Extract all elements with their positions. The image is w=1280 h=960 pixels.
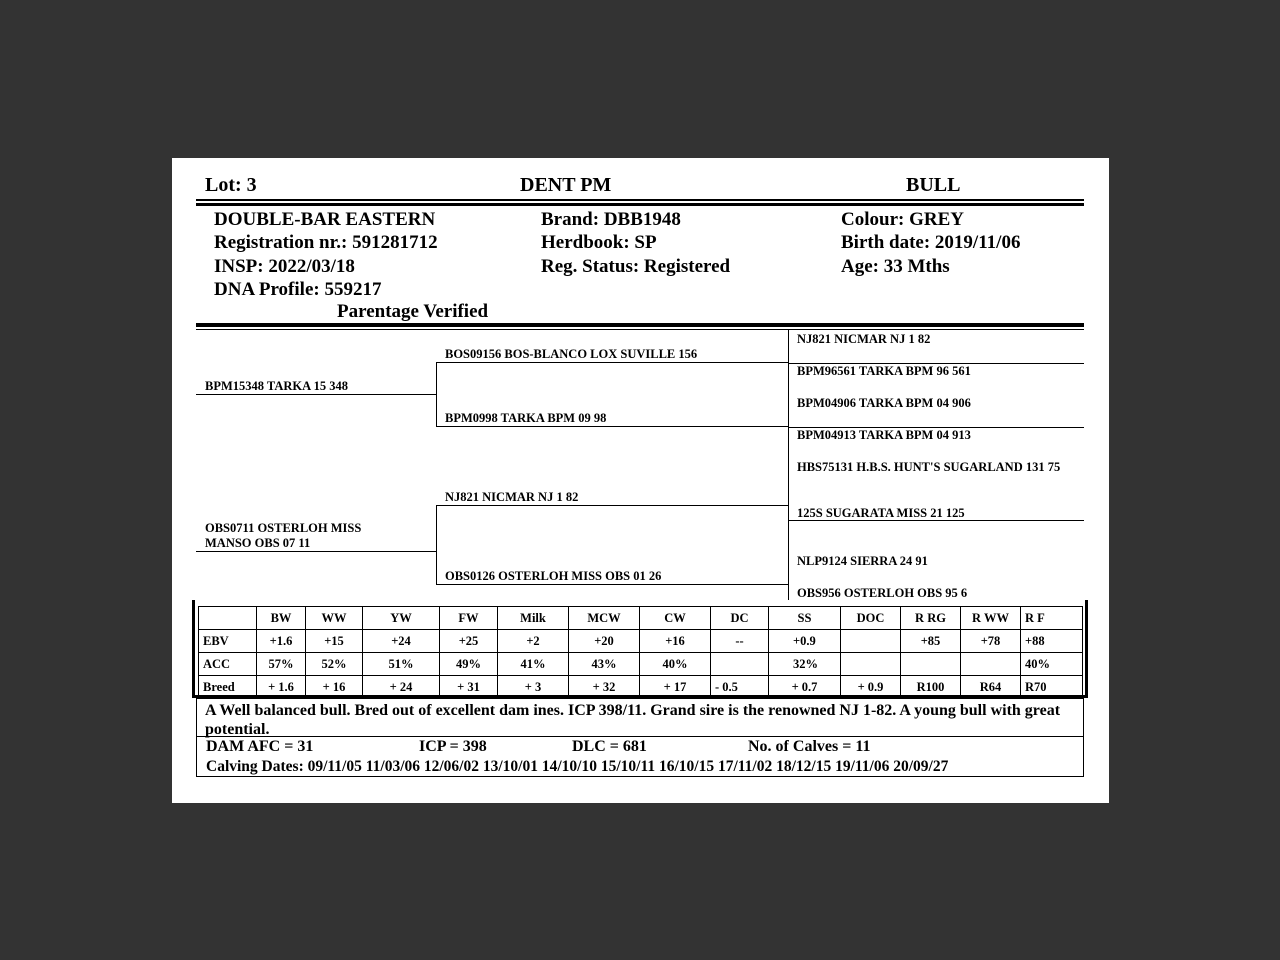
acc-cell: 49%	[440, 653, 498, 676]
dam-calves: No. of Calves = 11	[748, 738, 871, 755]
colour: Colour: GREY	[841, 209, 964, 230]
breed-cell: - 0.5	[711, 676, 769, 699]
ss-line	[436, 362, 788, 363]
ggp-name: BPM96561 TARKA BPM 96 561	[797, 364, 971, 378]
ebv-cell: +20	[569, 630, 640, 653]
inspection-date: INSP: 2022/03/18	[214, 255, 355, 277]
acc-cell: 52%	[306, 653, 363, 676]
lot-number: Lot: 3	[205, 174, 257, 196]
animal-breed-line: DOUBLE-BAR EASTERN	[214, 209, 436, 230]
ebv-header: SS	[769, 607, 841, 630]
dd-line	[436, 584, 788, 585]
details-col-2	[541, 208, 730, 278]
lot-card	[172, 158, 1109, 803]
ggp-name: NJ821 NICMAR NJ 1 82	[797, 332, 931, 346]
acc-row	[199, 653, 1083, 676]
ebv-cell: --	[711, 630, 769, 653]
breed-row	[199, 676, 1083, 699]
ebv-row	[199, 630, 1083, 653]
breed-cell: + 16	[306, 676, 363, 699]
breed-cell: + 17	[640, 676, 711, 699]
generation-3-divider	[788, 330, 789, 600]
ebv-cell: +1.6	[257, 630, 306, 653]
sire-sire-name: BOS09156 BOS-BLANCO LOX SUVILLE 156	[445, 347, 698, 361]
ebv-cell: +88	[1021, 630, 1083, 653]
acc-cell	[961, 653, 1021, 676]
ebv-header: DOC	[841, 607, 901, 630]
animal-sex: BULL	[906, 174, 961, 196]
breed-cell: Breed	[199, 676, 257, 699]
dna-profile: DNA Profile: 559217	[214, 278, 382, 300]
ebv-cell: +25	[440, 630, 498, 653]
breed-cell: + 31	[440, 676, 498, 699]
breed-cell: + 24	[363, 676, 440, 699]
ebv-cell: +24	[363, 630, 440, 653]
ggp-name: NLP9124 SIERRA 24 91	[797, 554, 928, 568]
ebv-header: DC	[711, 607, 769, 630]
ebv-cell: EBV	[199, 630, 257, 653]
ggp-name: BPM04913 TARKA BPM 04 913	[797, 428, 971, 442]
reg-status: Reg. Status: Registered	[541, 255, 731, 277]
details-rule	[196, 323, 1084, 327]
remarks-text: A Well balanced bull. Bred out of excellent dam ines. ICP 398/11. Grand sire is the renowned NJ 1-82. A young bull with great potential.	[196, 698, 1084, 737]
ggp-name: OBS956 OSTERLOH OBS 95 6	[797, 586, 968, 600]
acc-cell: 57%	[257, 653, 306, 676]
details-col-3	[841, 208, 1020, 278]
ebv-header: YW	[363, 607, 440, 630]
brand: Brand: DBB1948	[541, 209, 681, 230]
breed-cell: R64	[961, 676, 1021, 699]
acc-cell	[901, 653, 961, 676]
breed-cell: + 0.7	[769, 676, 841, 699]
ebv-header	[199, 607, 257, 630]
breed-cell: + 1.6	[257, 676, 306, 699]
sire-bracket	[436, 362, 437, 426]
acc-cell: 40%	[1021, 653, 1083, 676]
header-rule	[196, 203, 1084, 206]
ebv-cell: +0.9	[769, 630, 841, 653]
details-col-1	[214, 208, 438, 301]
breed-cell: + 3	[498, 676, 569, 699]
ebv-header: MCW	[569, 607, 640, 630]
ebv-header: Milk	[498, 607, 569, 630]
ebv-header: R RG	[901, 607, 961, 630]
header-rule	[196, 199, 1084, 201]
ebv-header: R F	[1021, 607, 1083, 630]
breed-cell: R70	[1021, 676, 1083, 699]
animal-name: DENT PM	[520, 174, 612, 196]
ggp-name: 125S SUGARATA MISS 21 125	[797, 506, 965, 520]
dam-icp: ICP = 398	[419, 738, 487, 755]
acc-cell: 43%	[569, 653, 640, 676]
dam-sire-name: NJ821 NICMAR NJ 1 82	[445, 490, 579, 504]
registration-number: Registration nr.: 591281712	[214, 232, 438, 254]
ds-line	[436, 505, 788, 506]
age: Age: 33 Mths	[841, 255, 950, 277]
ebv-header: R WW	[961, 607, 1021, 630]
calving-dates: Calving Dates: 09/11/05 11/03/06 12/06/02 13/10/01 14/10/10 15/10/11 16/10/15 17/11/02 18/12/15 19/11/06 20/09/27	[206, 758, 949, 775]
acc-cell: 32%	[769, 653, 841, 676]
ebv-header: CW	[640, 607, 711, 630]
breed-cell: R100	[901, 676, 961, 699]
dam-bracket	[436, 505, 437, 584]
ebv-cell: +85	[901, 630, 961, 653]
dam-name: OBS0711 OSTERLOH MISS MANSO OBS 07 11	[205, 521, 362, 550]
birth-date: Birth date: 2019/11/06	[841, 232, 1021, 254]
acc-cell	[711, 653, 769, 676]
sire-name: BPM15348 TARKA 15 348	[205, 379, 348, 393]
ebv-cell: +2	[498, 630, 569, 653]
ebv-cell: +78	[961, 630, 1021, 653]
ggp-name: BPM04906 TARKA BPM 04 906	[797, 396, 971, 410]
ebv-header: FW	[440, 607, 498, 630]
dam-line	[196, 551, 436, 552]
ggp-name: HBS75131 H.B.S. HUNT'S SUGARLAND 131 75	[797, 460, 1061, 474]
ebv-cell: +16	[640, 630, 711, 653]
breed-cell: + 32	[569, 676, 640, 699]
ebv-header: BW	[257, 607, 306, 630]
dam-dam-name: OBS0126 OSTERLOH MISS OBS 01 26	[445, 569, 662, 583]
breed-cell: + 0.9	[841, 676, 901, 699]
acc-cell: 40%	[640, 653, 711, 676]
ebv-table	[198, 606, 1083, 699]
acc-cell	[841, 653, 901, 676]
ebv-header: WW	[306, 607, 363, 630]
sire-line	[196, 394, 436, 395]
acc-cell: 41%	[498, 653, 569, 676]
sd-line	[436, 426, 788, 427]
details-rule	[196, 329, 1084, 330]
parentage-status: Parentage Verified	[337, 301, 489, 322]
ebv-cell: +15	[306, 630, 363, 653]
dam-dlc: DLC = 681	[572, 738, 647, 755]
ebv-header-row	[199, 607, 1083, 630]
sire-dam-name: BPM0998 TARKA BPM 09 98	[445, 411, 607, 425]
acc-cell: 51%	[363, 653, 440, 676]
dam-afc: DAM AFC = 31	[206, 738, 314, 755]
herdbook: Herdbook: SP	[541, 232, 657, 254]
dam-info-box	[196, 737, 1084, 777]
ebv-cell	[841, 630, 901, 653]
acc-cell: ACC	[199, 653, 257, 676]
